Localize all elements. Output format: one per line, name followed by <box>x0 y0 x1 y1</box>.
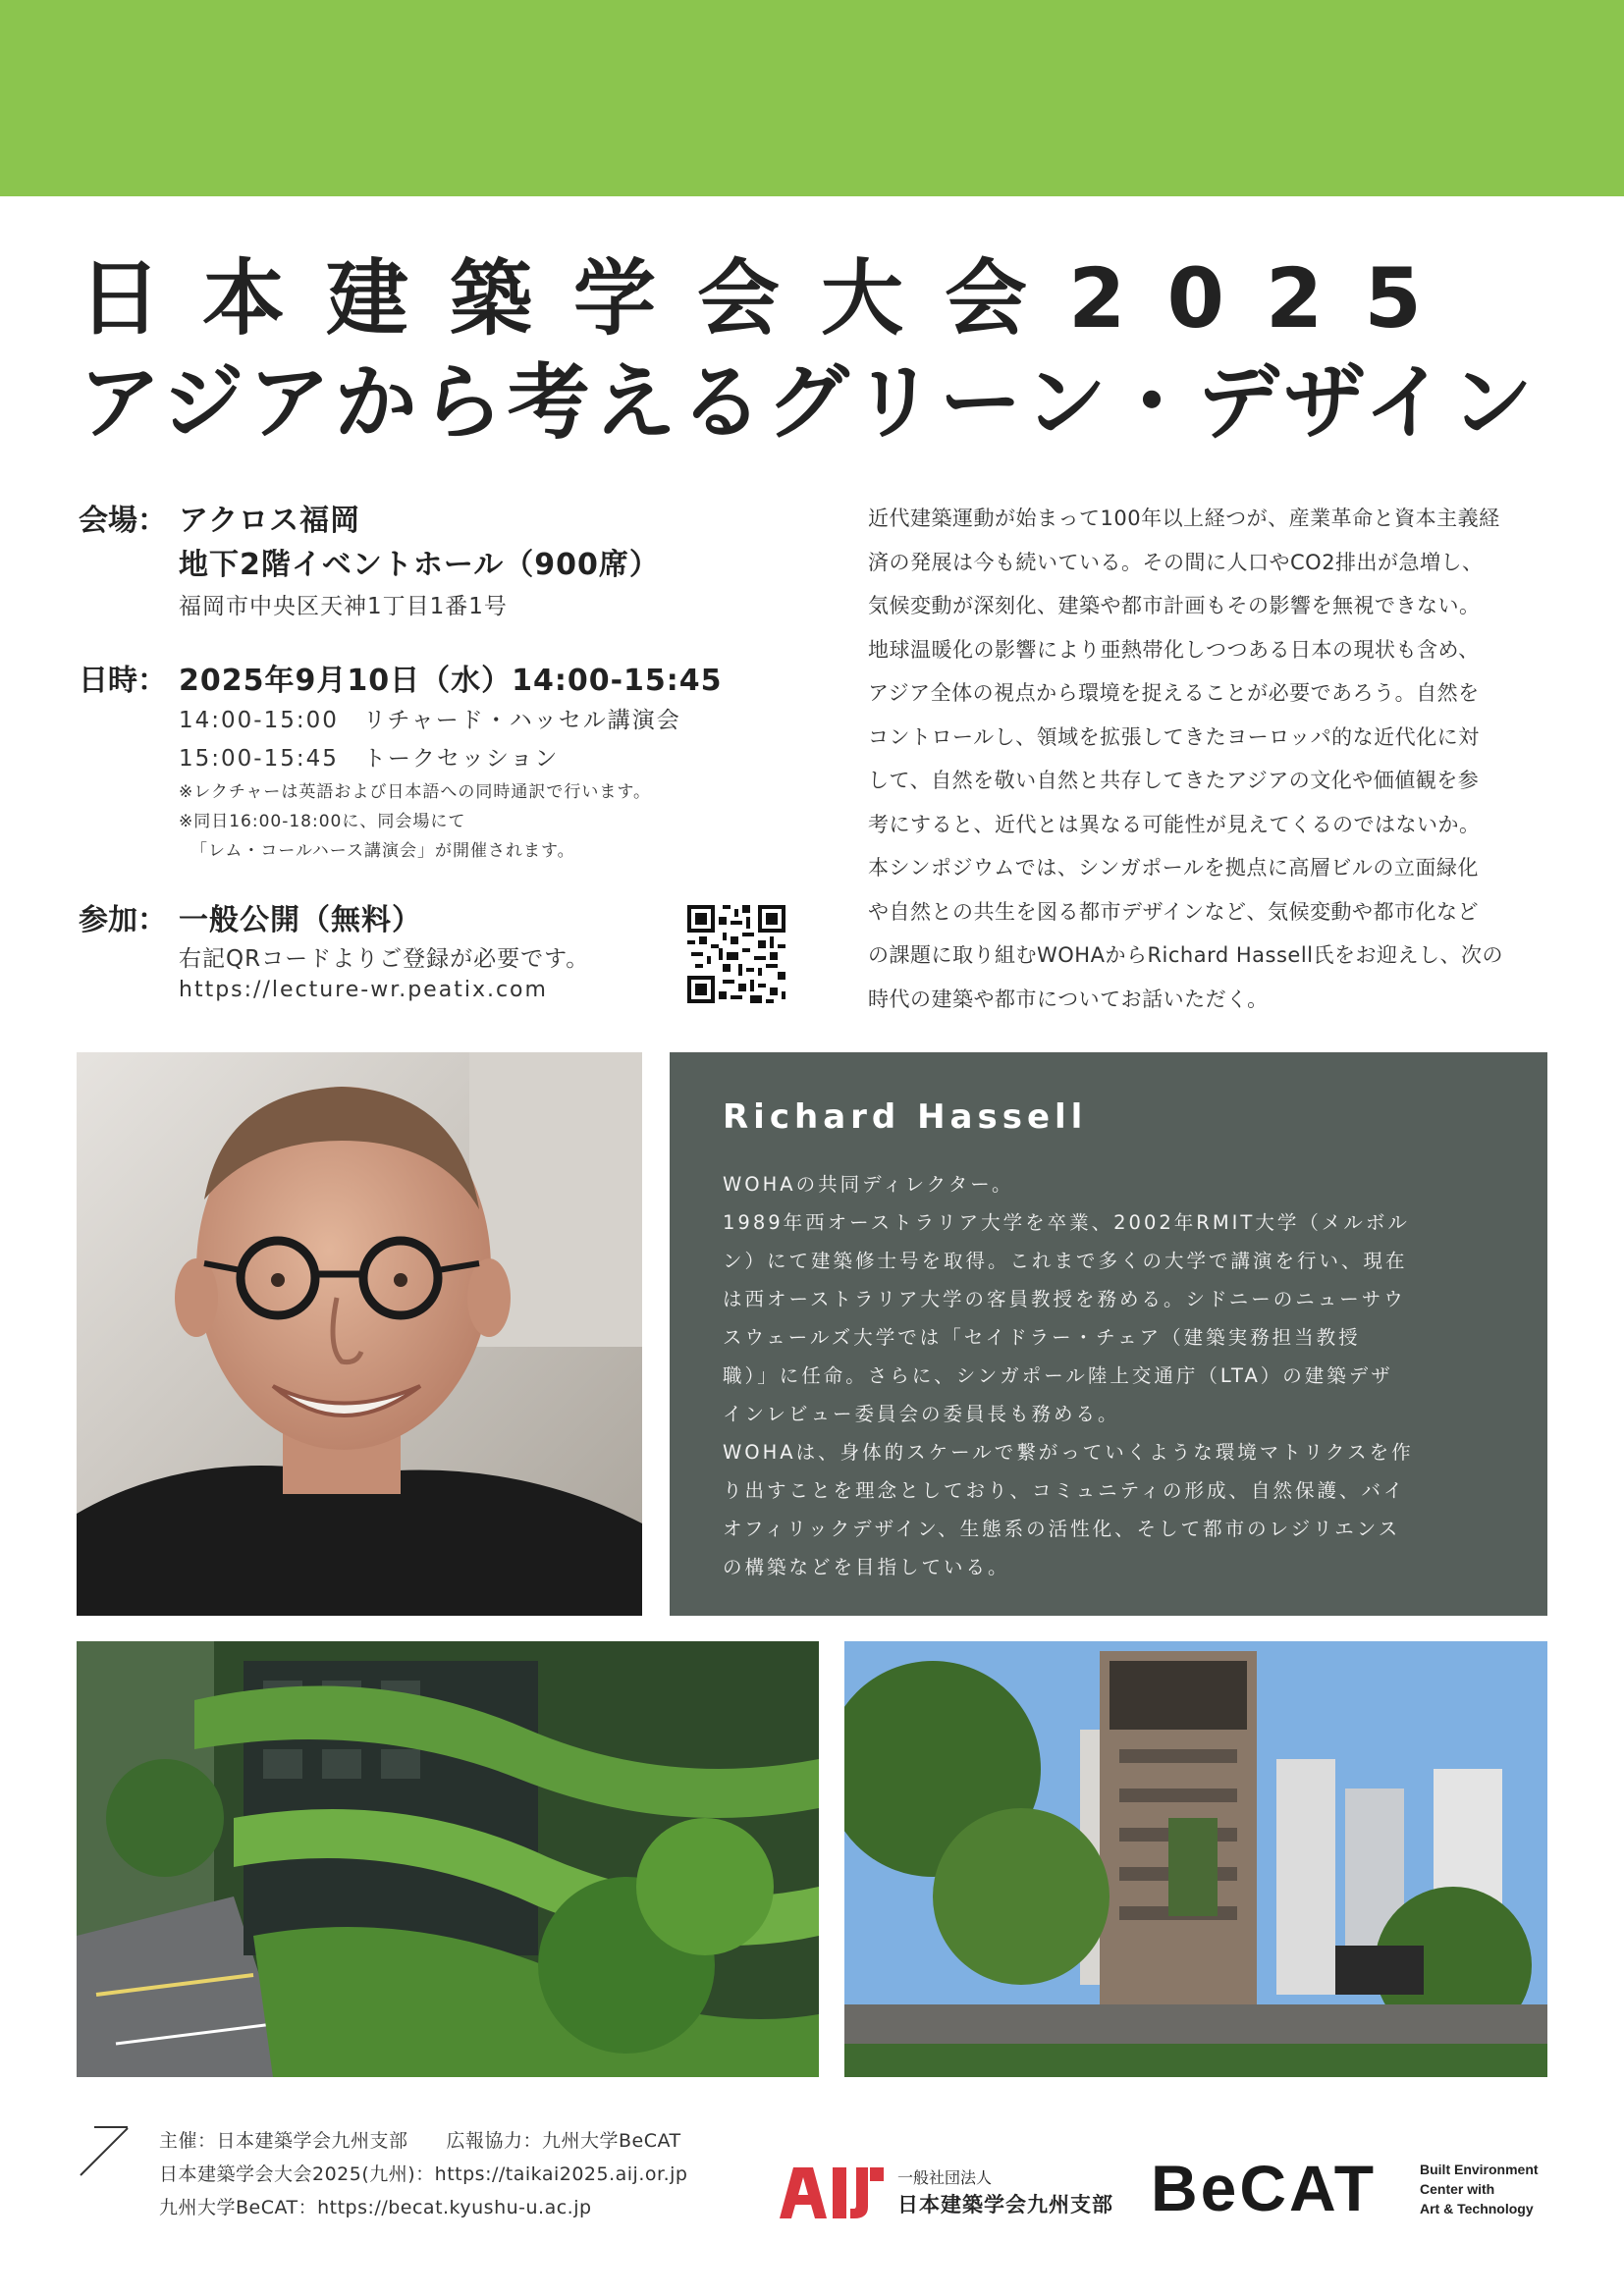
note-koolhaas: 「レム・コールハース講演会」が開催されます。 <box>190 841 575 861</box>
bio-line: ン）にて建築修士号を取得。これまで多くの大学で講演を行い、現在 <box>723 1250 1408 1272</box>
registration-url[interactable]: https://lecture-wr.peatix.com <box>179 978 548 1002</box>
footer-conference-url[interactable]: 日本建築学会大会2025(九州)：https://taikai2025.aij.or.jp <box>159 2163 688 2185</box>
bio-line: は西オーストラリア大学の客員教授を務める。シドニーのニューサウ <box>723 1288 1406 1310</box>
bio-line: WOHAは、身体的スケールで繋がっていくような環境マトリクスを作 <box>723 1441 1414 1464</box>
intro-line: アジア全体の視点から環境を捉えることが必要であろう。自然を <box>868 681 1480 705</box>
title-line-1: 日本建築学会大会2025 <box>79 250 1463 347</box>
note-same-day: ※同日16:00-18:00に、同会場にて <box>179 812 466 831</box>
schedule-slot-1: 14:00-15:00 リチャード・ハッセル講演会 <box>179 708 681 733</box>
aij-org-type: 一般社団法人 <box>897 2168 993 2187</box>
footer-organizer: 主催：日本建築学会九州支部 広報協力：九州大学BeCAT <box>159 2130 681 2152</box>
project-photo-green-terraces <box>77 1641 819 2077</box>
bio-line: 職）」に任命。さらに、シンガポール陸上交通庁（LTA）の建築デザ <box>723 1364 1393 1387</box>
intro-paragraph <box>868 497 1555 1021</box>
datetime-label: 日時： <box>79 664 167 698</box>
bio-line: WOHAの共同ディレクター。 <box>723 1173 1014 1196</box>
top-accent-bar <box>0 0 1624 196</box>
aij-org-name: 日本建築学会九州支部 <box>897 2193 1113 2216</box>
arrow-icon <box>79 2124 132 2177</box>
venue-name: アクロス福岡 <box>179 504 361 538</box>
note-interpretation: ※レクチャーは英語および日本語への同時通訳で行います。 <box>179 782 652 802</box>
intro-line: 地球温暖化の影響により亜熱帯化しつつある日本の現状も含め、 <box>868 637 1480 662</box>
intro-line: 考にすると、近代とは異なる可能性が見えてくるのではないか。 <box>868 812 1481 836</box>
datetime-main: 2025年9月10日（水）14:00-15:45 <box>179 664 723 698</box>
intro-line: 済の発展は今も続いている。その間に人口やCO2排出が急増し、 <box>868 550 1484 574</box>
venue-label: 会場： <box>79 504 167 538</box>
venue-hall: 地下2階イベントホール（900席） <box>179 548 660 582</box>
participation-label: 参加： <box>79 903 167 937</box>
becat-sub-line-3: Art & Technology <box>1420 2201 1534 2216</box>
intro-line: の課題に取り組むWOHAからRichard Hassell氏をお迎えし、次の <box>868 943 1503 967</box>
registration-desc: 右記QRコードよりご登録が必要です。 <box>179 946 590 972</box>
title-line-2: アジアから考えるグリーン・デザイン <box>79 354 1538 451</box>
bio-line: インレビュー委員会の委員長も務める。 <box>723 1403 1120 1425</box>
bio-line: 1989年西オーストラリア大学を卒業、2002年RMIT大学（メルボル <box>723 1211 1410 1234</box>
intro-line: 本シンポジウムでは、シンガポールを拠点に高層ビルの立面緑化 <box>868 856 1479 880</box>
speaker-portrait-photo <box>77 1052 642 1616</box>
footer-becat-url[interactable]: 九州大学BeCAT：https://becat.kyushu-u.ac.jp <box>159 2197 592 2218</box>
venue-address: 福岡市中央区天神1丁目1番1号 <box>179 594 508 619</box>
bio-line: スウェールズ大学では「セイドラー・チェア（建築実務担当教授 <box>723 1326 1361 1349</box>
intro-line: 近代建築運動が始まって100年以上経つが、産業革命と資本主義経 <box>868 507 1500 530</box>
becat-sub-line-1: Built Environment <box>1420 2162 1539 2177</box>
intro-line: 気候変動が深刻化、建築や都市計画もその影響を無視できない。 <box>868 594 1481 617</box>
becat-sub-line-2: Center with <box>1420 2181 1495 2197</box>
bio-line: オフィリックデザイン、生態系の活性化、そして都市のレジリエンス <box>723 1518 1401 1540</box>
intro-line: や自然との共生を図る都市デザインなど、気候変動や都市化など <box>868 899 1480 924</box>
becat-logo: BeCAT <box>1151 2152 1378 2224</box>
participation-main: 一般公開（無料） <box>179 903 422 937</box>
intro-line: して、自然を敬い自然と共存してきたアジアの文化や価値観を参 <box>868 769 1480 792</box>
bio-line: り出すことを理念としており、コミュニティの形成、自然保護、バイ <box>723 1479 1406 1502</box>
aij-logo <box>780 2163 888 2218</box>
project-photo-city-tower <box>844 1641 1547 2077</box>
qr-code-icon[interactable] <box>687 905 785 1003</box>
speaker-name: Richard Hassell <box>723 1097 1088 1137</box>
intro-line: コントロールし、領域を拡張してきたヨーロッパ的な近代化に対 <box>868 724 1480 749</box>
intro-line: 時代の建築や都市についてお話いただく。 <box>868 987 1269 1011</box>
schedule-slot-2: 15:00-15:45 トークセッション <box>179 746 560 772</box>
bio-text <box>723 1165 1508 1586</box>
bio-line: の構築などを目指している。 <box>723 1556 1010 1578</box>
